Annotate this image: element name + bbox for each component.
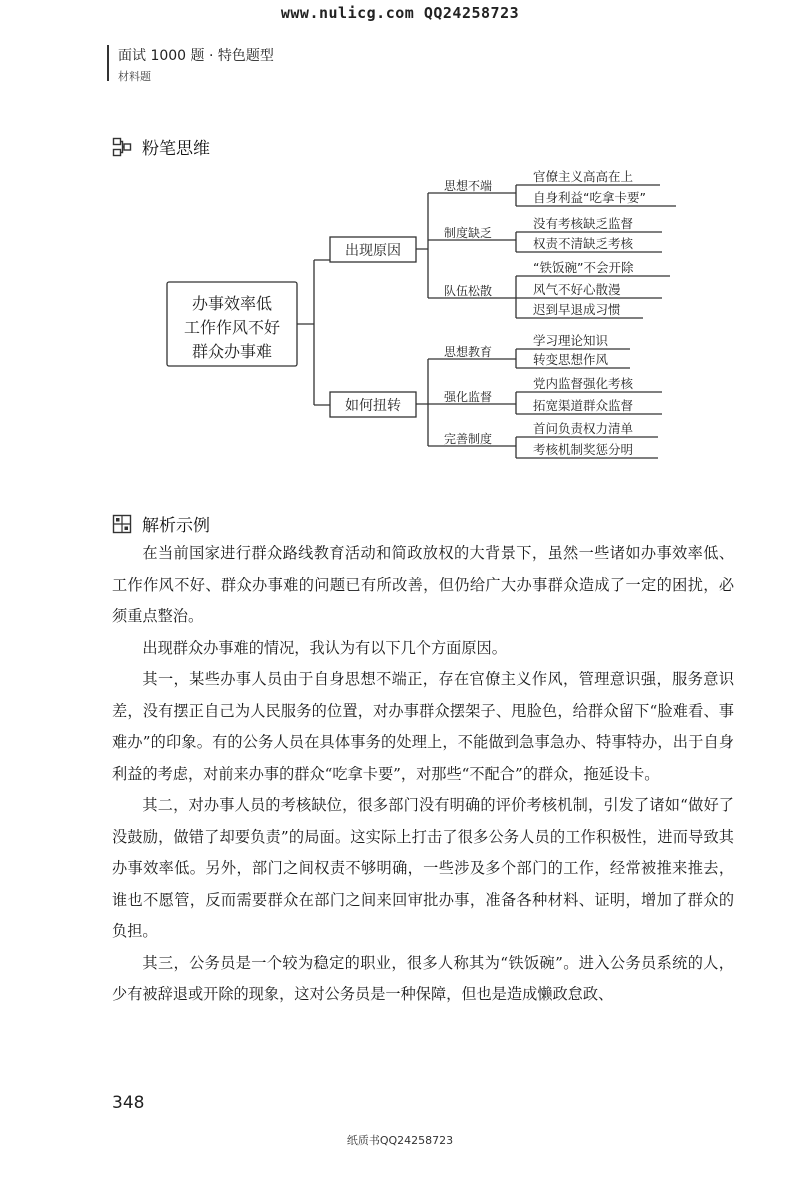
mindmap-subbranch-label: 完善制度	[444, 432, 493, 446]
mindmap-diagram	[0, 0, 800, 500]
mindmap-leaf: 首问负责权力清单	[533, 421, 634, 436]
mindmap-leaf: 权责不清缺乏考核	[533, 236, 634, 251]
paragraph: 其一，某些办事人员由于自身思想不端正，存在官僚主义作风，管理意识强，服务意识差，没有摆正自己为人民服务的位置，对办事群众摆架子、甩脸色，给群众留下“脸难看、事难办”的印象。有的公务人员在具体事务的处理上，不能做到急事急办、特事特办，出于自身利益的考虑，对前来办事的群众“吃拿卡要”，对那些“不配合”的群众，拖延设卡。	[112, 670, 734, 783]
page-number: 348	[112, 1093, 145, 1113]
running-header-subtitle: 材料题	[118, 70, 151, 83]
mindmap-subbranch-label: 思想不端	[444, 179, 493, 193]
analysis-body	[112, 538, 734, 1011]
mindmap-root-line-3: 群众办事难	[191, 342, 273, 361]
analysis-icon	[112, 514, 132, 534]
paragraph: 在当前国家进行群众路线教育活动和简政放权的大背景下，虽然一些诸如办事效率低、工作作风不好、群众办事难的问题已有所改善，但仍给广大办事群众造成了一定的困扰，必须重点整治。	[112, 544, 734, 625]
paragraph: 其三，公务员是一个较为稳定的职业，很多人称其为“铁饭碗”。进入公务员系统的人，少有被辞退或开除的现象，这对公务员是一种保障，但也是造成懒政怠政、	[112, 953, 734, 1003]
mindmap-leaf: 转变思想作风	[533, 352, 609, 367]
mindmap-leaf: 党内监督强化考核	[533, 376, 634, 391]
mindmap-branch-label: 出现原因	[345, 243, 401, 259]
mindmap-subbranch-label: 队伍松散	[444, 284, 493, 298]
analysis-section-title: 解析示例	[142, 516, 210, 536]
paragraph: 其二，对办事人员的考核缺位，很多部门没有明确的评价考核机制，引发了诸如“做好了没鼓励，做错了却要负责”的局面。这实际上打击了很多公务人员的工作积极性，进而导致其办事效率低。另外，部门之间权责不够明确，一些涉及多个部门的工作，经常被推来推去，谁也不愿管，反而需要群众在部门之间来回审批办事，准备各种材料、证明，增加了群众的负担。	[112, 796, 734, 940]
mindmap-branch-label: 如何扭转	[345, 398, 401, 414]
mindmap-leaf: 自身利益“吃拿卡要”	[533, 190, 646, 205]
mindmap-subbranch-label: 强化监督	[444, 390, 493, 404]
top-watermark: www.nulicg.com QQ24258723	[280, 4, 520, 22]
mindmap-leaf: 考核机制奖惩分明	[533, 442, 634, 457]
bottom-watermark: 纸质书QQ24258723	[346, 1134, 454, 1147]
mindmap-root-line-2: 工作作风不好	[183, 318, 281, 337]
analysis-section-heading	[112, 511, 210, 536]
mindmap-leaf: 拓宽渠道群众监督	[533, 398, 634, 413]
mindmap-leaf: 没有考核缺乏监督	[533, 216, 634, 231]
mindmap-leaf: “铁饭碗”不会开除	[533, 260, 634, 275]
mindmap-subbranch-label: 思想教育	[444, 345, 493, 359]
mindmap-subbranch-label: 制度缺乏	[444, 226, 493, 240]
mindmap-section-title: 粉笔思维	[142, 139, 210, 159]
mindmap-leaf: 风气不好心散漫	[533, 282, 621, 297]
mindmap-leaf: 迟到早退成习惯	[533, 302, 621, 317]
mindmap-leaf: 学习理论知识	[533, 333, 609, 348]
mindmap-leaf: 官僚主义高高在上	[533, 169, 634, 184]
paragraph: 出现群众办事难的情况，我认为有以下几个方面原因。	[142, 638, 507, 657]
running-header-title: 面试 1000 题 · 特色题型	[118, 48, 274, 64]
mindmap-root-line-1: 办事效率低	[191, 294, 273, 313]
